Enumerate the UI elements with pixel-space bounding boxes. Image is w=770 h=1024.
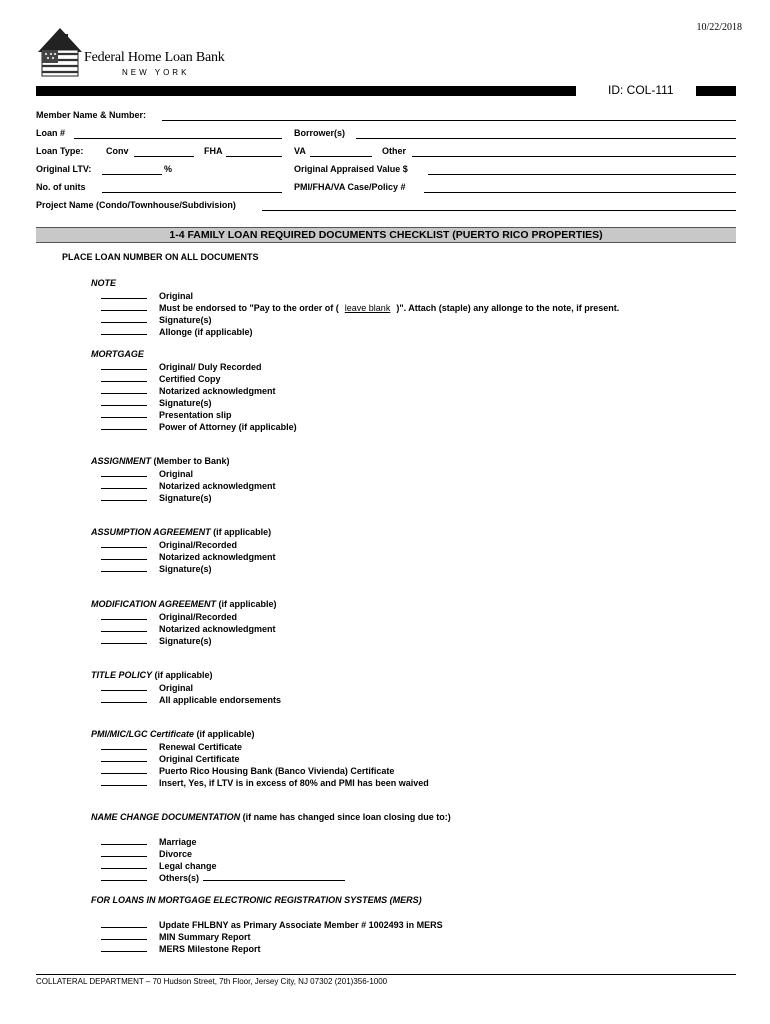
list-item: Power of Attorney (if applicable) — [159, 422, 297, 432]
section-assignment-items — [101, 468, 276, 504]
list-item: Original/ Duly Recorded — [159, 362, 262, 372]
check-blank[interactable] — [101, 539, 147, 548]
conv-field[interactable] — [134, 156, 194, 157]
check-blank[interactable] — [101, 397, 147, 406]
list-item: Original/Recorded — [159, 612, 238, 622]
ltv-label: Original LTV: — [36, 164, 92, 174]
list-item: Original — [159, 291, 194, 301]
check-blank[interactable] — [101, 302, 147, 311]
list-item: Notarized acknowledgment — [159, 552, 276, 562]
section-note-items — [101, 290, 619, 338]
section-mers-items — [101, 919, 443, 955]
member-field[interactable] — [162, 120, 736, 121]
check-blank[interactable] — [101, 468, 147, 477]
borrowers-label: Borrower(s) — [294, 128, 346, 138]
va-field[interactable] — [310, 156, 372, 157]
form-id-bar — [36, 83, 736, 97]
list-item: Original/Recorded — [159, 540, 238, 550]
check-blank[interactable] — [101, 860, 147, 869]
list-item: Notarized acknowledgment — [159, 481, 276, 491]
leave-blank-text: leave blank — [344, 303, 391, 313]
list-item: Must be endorsed to "Pay to the order of ( — [159, 303, 339, 313]
check-blank[interactable] — [101, 694, 147, 703]
house-flag-icon — [36, 24, 84, 78]
list-item: Divorce — [159, 849, 193, 859]
list-item: Legal change — [159, 861, 217, 871]
check-blank[interactable] — [101, 931, 147, 940]
list-item: Signature(s) — [159, 398, 212, 408]
borrowers-field[interactable] — [356, 138, 736, 139]
list-item: Others(s) — [159, 873, 200, 883]
section-modification-items — [101, 611, 276, 647]
footer-divider — [36, 974, 736, 975]
others-field[interactable] — [203, 872, 345, 881]
section-assumption-title: ASSUMPTION AGREEMENT (if applicable) — [91, 527, 272, 537]
loan-type-label: Loan Type: — [36, 146, 84, 156]
check-blank[interactable] — [101, 765, 147, 774]
list-item: Signature(s) — [159, 636, 212, 646]
check-blank[interactable] — [101, 314, 147, 323]
check-blank[interactable] — [101, 741, 147, 750]
check-blank[interactable] — [101, 919, 147, 928]
check-blank[interactable] — [101, 777, 147, 786]
list-item: Original Certificate — [159, 754, 240, 764]
section-mortgage-title: MORTGAGE — [91, 349, 144, 359]
check-blank[interactable] — [101, 563, 147, 572]
project-field[interactable] — [262, 210, 736, 211]
instruction-text: PLACE LOAN NUMBER ON ALL DOCUMENTS — [62, 252, 259, 262]
member-label: Member Name & Number: — [36, 110, 147, 120]
check-blank[interactable] — [101, 551, 147, 560]
checklist-title: 1-4 FAMILY LOAN REQUIRED DOCUMENTS CHECKLIST (PUERTO RICO PROPERTIES) — [36, 227, 736, 243]
list-item: Signature(s) — [159, 493, 212, 503]
document-date: 10/22/2018 — [696, 22, 742, 33]
ltv-field[interactable] — [102, 174, 162, 175]
appraised-label: Original Appraised Value $ — [294, 164, 408, 174]
list-item: Notarized acknowledgment — [159, 624, 276, 634]
case-field[interactable] — [424, 192, 736, 193]
loan-label: Loan # — [36, 128, 66, 138]
list-item: Update FHLBNY as Primary Associate Member # 1002493 in MERS — [159, 920, 443, 930]
section-mortgage-items — [101, 361, 297, 433]
list-item: Original — [159, 683, 194, 693]
section-name-change-items — [101, 836, 345, 884]
check-blank[interactable] — [101, 943, 147, 952]
check-blank[interactable] — [101, 385, 147, 394]
list-item: Original — [159, 469, 194, 479]
section-pmi-items — [101, 741, 429, 789]
endorse-tail: )". Attach (staple) any allonge to the note, if present. — [396, 303, 620, 313]
check-blank[interactable] — [101, 836, 147, 845]
other-label: Other — [382, 146, 407, 156]
check-blank[interactable] — [101, 682, 147, 691]
section-note-title: NOTE — [91, 278, 117, 288]
section-assumption-items — [101, 539, 276, 575]
units-label: No. of units — [36, 182, 86, 192]
list-item: Certified Copy — [159, 374, 221, 384]
fhlbny-logo — [36, 22, 236, 80]
check-blank[interactable] — [101, 623, 147, 632]
loan-field[interactable] — [74, 138, 282, 139]
list-item: MIN Summary Report — [159, 932, 251, 942]
ltv-percent: % — [164, 164, 173, 174]
other-field[interactable] — [412, 156, 736, 157]
footer-address: COLLATERAL DEPARTMENT – 70 Hudson Street, 7th Floor, Jersey City, NJ 07302 (201)356-1000 — [36, 977, 388, 986]
section-title-policy-items — [101, 682, 281, 706]
list-item: Marriage — [159, 837, 197, 847]
va-label: VA — [294, 146, 306, 156]
form-id: ID: COL-111 — [604, 83, 678, 97]
check-blank[interactable] — [101, 635, 147, 644]
section-assignment-title: ASSIGNMENT (Member to Bank) — [91, 456, 230, 466]
list-item: Allonge (if applicable) — [159, 327, 253, 337]
list-item: Signature(s) — [159, 564, 212, 574]
check-blank[interactable] — [101, 611, 147, 620]
section-mers-title: FOR LOANS IN MORTGAGE ELECTRONIC REGISTRATION SYSTEMS (MERS) — [91, 895, 422, 905]
check-blank[interactable] — [101, 872, 147, 881]
check-blank[interactable] — [101, 480, 147, 489]
section-modification-title: MODIFICATION AGREEMENT (if applicable) — [91, 599, 277, 609]
fha-field[interactable] — [226, 156, 282, 157]
logo-bank-name: Federal Home Loan Bank — [84, 50, 225, 65]
units-field[interactable] — [102, 192, 282, 193]
list-item: Insert, Yes, if LTV is in excess of 80% and PMI has been waived — [159, 778, 429, 788]
check-blank[interactable] — [101, 848, 147, 857]
fha-label: FHA — [204, 146, 223, 156]
case-label: PMI/FHA/VA Case/Policy # — [294, 182, 406, 192]
section-title-policy-title: TITLE POLICY (if applicable) — [91, 670, 213, 680]
check-blank[interactable] — [101, 361, 147, 370]
appraised-field[interactable] — [428, 174, 736, 175]
list-item: MERS Milestone Report — [159, 944, 261, 954]
project-label: Project Name (Condo/Townhouse/Subdivision) — [36, 200, 236, 210]
section-pmi-title: PMI/MIC/LGC Certificate (if applicable) — [91, 729, 255, 739]
check-blank[interactable] — [101, 326, 147, 335]
check-blank[interactable] — [101, 492, 147, 501]
check-blank[interactable] — [101, 290, 147, 299]
check-blank[interactable] — [101, 373, 147, 382]
check-blank[interactable] — [101, 753, 147, 762]
list-item: Notarized acknowledgment — [159, 386, 276, 396]
list-item: All applicable endorsements — [159, 695, 282, 705]
check-blank[interactable] — [101, 421, 147, 430]
section-name-change-title: NAME CHANGE DOCUMENTATION (if name has changed since loan closing due to:) — [91, 812, 451, 822]
logo-city: NEW YORK — [122, 68, 190, 77]
list-item: Presentation slip — [159, 410, 232, 420]
list-item: Signature(s) — [159, 315, 212, 325]
list-item: Renewal Certificate — [159, 742, 243, 752]
conv-label: Conv — [106, 146, 129, 156]
check-blank[interactable] — [101, 409, 147, 418]
list-item: Puerto Rico Housing Bank (Banco Vivienda) Certificate — [159, 766, 395, 776]
